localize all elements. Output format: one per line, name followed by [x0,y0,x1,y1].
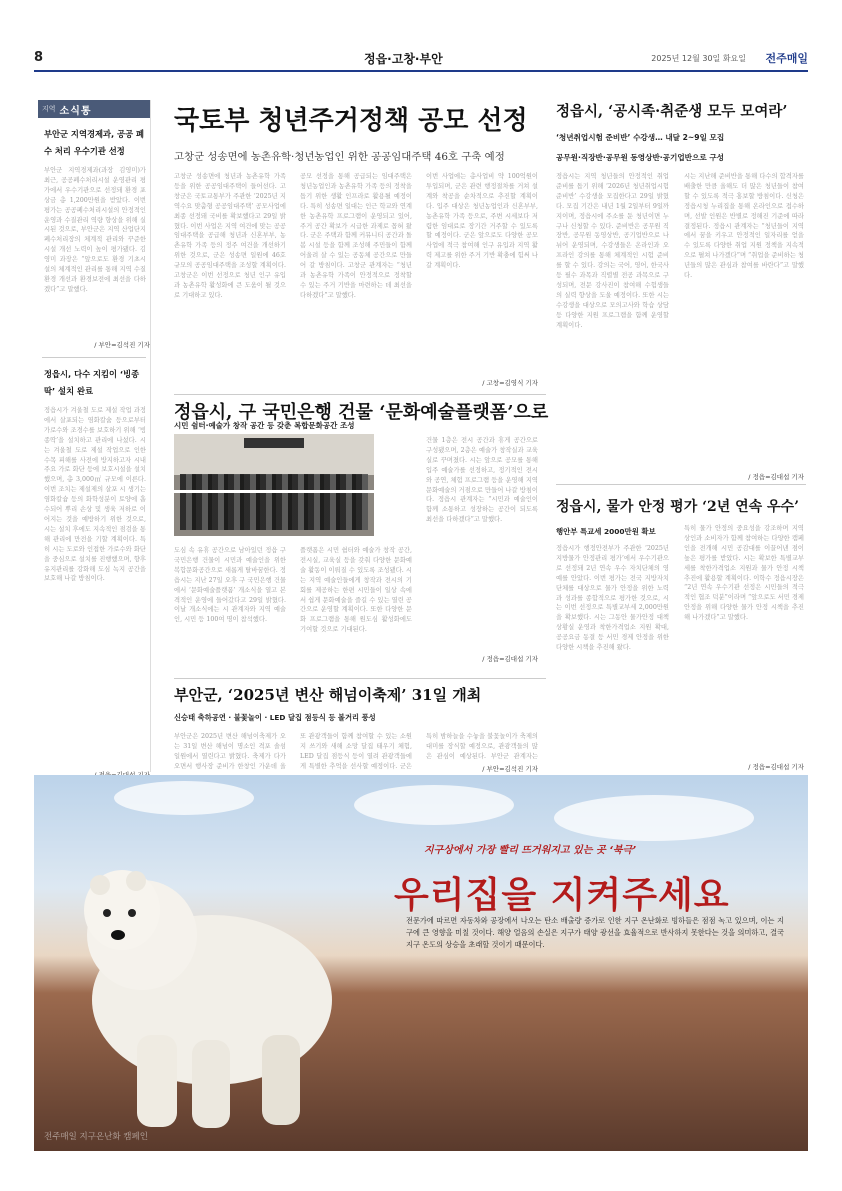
ad-body: 전문가에 따르면 자동차와 공장에서 나오는 탄소 배출량 증가로 인한 지구 온난화로 빙하들은 점점 녹고 있으며, 이는 지구에 큰 영향을 미칠 것이다. 해양 얼음의 손실은 지구가 태양 광선을 효율적으로 반사하지 못한다는 것을 의미하고, 결국 지구 온도의 상승을 초래할 것이기 때문이다. [406,916,784,949]
article-4-headline: 정읍시, 물가 안정 평가 ‘2년 연속 우수’ [556,499,799,515]
article-4-subhead: 행안부 특교세 2000만원 확보 [556,527,656,536]
article-1-headline: 국토부 청년주거정책 공모 선정 [174,106,528,136]
page-header [34,48,808,72]
climate-campaign-ad [34,775,808,1151]
article-3-col-2: 플랫폼은 시민 쉼터와 예술가 창작 공간, 전시실, 교육실 등을 갖춰 다양한 문화예술 활동이 이뤄질 수 있도록 조성됐다. 시는 지역 예술인들에게 창작과 전시의 기회를 제공하는 한편 시민들이 일상 속에서 쉽게 문화예술을 즐길 수 있는 열린 공간으로 운영할 계획이다. 또한 다양한 문화 프로그램을 통해 원도심 활성화에도 기여할 것으로 기대된다. [300,547,412,634]
article-2-col-2: 시는 지난해 준비반을 통해 다수의 합격자를 배출한 만큼 올해도 더 많은 청년들이 참여할 수 있도록 적극 홍보할 방침이다. 신청은 정읍시청 누리집을 통해 온라인으로 접수하며, 선발 인원은 반별로 정해진 기준에 따라 결정된다. 정읍시 관계자는 “청년들이 지역에서 꿈을 키우고 안정적인 일자리를 얻을 수 있도록 다양한 취업 지원 정책을 지속적으로 펼쳐 나가겠다”며 “취업을 준비하는 청년들의 많은 관심과 참여를 바란다”고 말했다. [684,173,804,280]
news-brief-column [38,100,151,772]
article-1-col-2: 공모 선정을 통해 공급되는 임대주택은 청년농업인과 농촌유학 가족 등의 정착을 돕기 위한 생활 인프라로 활용될 예정이다. 특히 성송면 일대는 인근 학교와 연계한 농촌유학 프로그램이 운영되고 있어, 주거 공간 확보가 시급한 과제로 꼽혀 왔다. 군은 주택과 함께 커뮤니티 공간과 돌봄 시설 등을 함께 조성해 주민들이 함께 어울려 살 수 있는 공동체 공간으로 만들어 갈 방침이다. 고창군 관계자는 “청년과 농촌유학 가족이 안정적으로 정착할 수 있는 주거 기반을 마련하는 데 최선을 다하겠다”고 말했다. [300,173,412,299]
article-3-headline: 정읍시, 구 국민은행 건물 ‘문화예술플랫폼’으로 [174,402,549,423]
article-2-subhead-2: 공무원·직장반·공무원 동영상반·공기업반으로 구성 [556,153,724,162]
polar-bear-image [62,815,352,1135]
article-1-subhead: 고창군 성송면에 농촌유학·청년농업인 위한 공공임대주택 46호 구축 예정 [174,151,505,163]
ad-tagline: 지구상에서 가장 빨리 뜨거워지고 있는 곳 ‘북극’ [424,845,637,856]
article-5-credit: / 부안=김석진 기자 [482,765,538,773]
article-1-credit: / 고창=김영식 기자 [482,379,538,387]
news-item-1-credit: / 부안=김석진 기자 [94,341,150,349]
article-2-credit: / 정읍=김대섭 기자 [748,473,804,481]
article-5-col-2: 또 관광객들이 함께 참여할 수 있는 소원지 쓰기와 새해 소망 달집 태우기 체험, LED 달집 점등식 등이 열려 관광객들에게 특별한 추억을 선사할 예정이다. 군은 [300,733,412,770]
ad-caption: 전주매일 지구온난화 캠페인 [44,1132,148,1142]
paper-name: 전주매일 [765,52,808,65]
article-2-col-1: 정읍시는 지역 청년들의 안정적인 취업 준비를 돕기 위해 ‘2026년 청년취업시험 준비반’ 수강생을 모집한다고 29일 밝혔다. 모집 기간은 내년 1월 2일부터 9일까지이며, 정읍시에 주소를 둔 청년이면 누구나 신청할 수 있다. 준비반은 공무원 직장반, 공무원 동영상반, 공기업반으로 나뉘어 운영되며, 수강생들은 온라인과 오프라인 강의를 통해 체계적인 시험 준비를 할 수 있다. 강의는 국어, 영어, 한국사 등 필수 과목과 직렬별 전공 과목으로 구성되며, 전문 강사진이 참여해 수험생들의 실력 향상을 도울 예정이다. 또한 시는 수강생을 대상으로 모의고사와 학습 상담 등 다양한 지원 프로그램을 함께 운영할 계획이다. [556,173,669,329]
news-brief-label: 소식통 [59,105,92,117]
article-4-credit: / 정읍=김대섭 기자 [748,763,804,771]
article-2-headline: 정읍시, ‘공시족·취준생 모두 모여라’ [556,103,788,120]
article-3-credit: / 정읍=김대섭 기자 [482,655,538,663]
ribbon-cutting-photo [174,434,374,536]
ad-title: 우리집을 지켜주세요 [394,875,730,916]
article-3-subhead: 시민 쉼터·예술가 창작 공간 등 갖춘 복합문화공간 조성 [174,421,355,430]
article-1-col-1: 고창군 성송면에 청년과 농촌유학 가족 등을 위한 공공임대주택이 들어선다. 고창군은 국토교통부가 주관한 ‘2025년 지역수요 맞춤형 공공임대주택’ 공모사업에 최종 선정돼 국비를 확보했다고 29일 밝혔다. 이번 사업은 지역 여건에 맞는 공공임대주택을 공급해 청년과 신혼부부, 농촌유학 가족 등의 정주 여건을 개선하기 위한 것으로, 군은 성송면 일원에 46호 규모의 공공임대주택을 조성할 계획이다. 고창군은 이번 선정으로 청년 인구 유입과 농촌유학 활성화에 큰 도움이 될 것으로 기대하고 있다. [174,173,286,299]
article-5-col-1: 부안군은 2025년 변산 해넘이축제가 오는 31일 변산 해넘이 명소인 격포 솔섬 일원에서 열린다고 밝혔다. 축제가 다가오면서 행사장 준비가 한창인 가운데 올 [174,733,286,770]
article-4-col-2: 특히 물가 안정의 중요성을 강조하며 지역 상인과 소비자가 함께 참여하는 다양한 캠페인을 전개해 시민 공감대를 이끌어낸 점이 높은 평가를 받았다. 시는 확보한 특별교부세를 착한가격업소 지원과 물가 안정 시책 추진에 활용할 계획이다. 이학수 정읍시장은 “2년 연속 우수기관 선정은 시민들의 적극적인 협조 덕분”이라며 “앞으로도 서민 경제 안정을 위해 다양한 물가 안정 시책을 추진해 나가겠다”고 말했다. [684,525,804,622]
page-number: 8 [34,50,44,65]
article-2-subhead-1: ‘청년취업시험 준비반’ 수강생… 내달 2~9일 모집 [556,133,725,142]
article-5-col-3: 특히 밤하늘을 수놓을 불꽃놀이가 축제의 대미를 장식할 예정으로, 관광객들의 많은 관심이 예상된다. 부안군 관계자는 [426,733,538,760]
news-brief-tag: 지역 [42,105,56,113]
news-item-1-title: 부안군 지역경제과, 공공 폐수 처리 우수기관 선정 [44,129,144,156]
article-5-headline: 부안군, ‘2025년 변산 해넘이축제’ 31일 개최 [174,686,482,704]
issue-date: 2025년 12월 30일 화요일 [651,54,746,63]
article-3-col-1: 도심 속 유휴 공간으로 남아있던 정읍 구 국민은행 건물이 시민과 예술인을 위한 복합문화공간으로 새롭게 탈바꿈한다. 정읍시는 지난 27일 오후 구 국민은행 건물에서 ‘문화예술플랫폼’ 개소식을 열고 본격적인 운영에 들어갔다고 29일 밝혔다. 이날 개소식에는 시 관계자와 지역 예술인, 시민 등 100여 명이 참석했다. [174,547,286,624]
news-item-2-title: 정읍시, 다수 지킴이 ‘빙종딱’ 설치 완료 [44,369,140,396]
section-name: 정읍·고창·부안 [364,52,443,66]
article-5-subhead: 신승태 축하공연 · 불꽃놀이 · LED 달집 점등식 등 볼거리 풍성 [174,713,376,722]
article-4-col-1: 정읍시가 행정안전부가 주관한 ‘2025년 지방물가 안정관리 평가’에서 우수기관으로 선정돼 2년 연속 우수 자치단체의 영예를 안았다. 이번 평가는 전국 지방자치단체를 대상으로 물가 안정을 위한 노력과 성과를 종합적으로 평가한 것으로, 시는 이번 선정으로 특별교부세 2,000만원을 확보했다. 시는 그동안 물가안정 대책 상황실 운영과 착한가격업소 지원 확대, 공공요금 동결 등 서민 경제 안정을 위한 다양한 시책을 추진해 왔다. [556,545,669,652]
photo-people [180,474,368,530]
article-3-col-3: 건물 1층은 전시 공간과 휴게 공간으로 구성됐으며, 2층은 예술가 창작실과 교육실로 꾸며졌다. 시는 앞으로 공모를 통해 입주 예술가를 선정하고, 정기적인 전시와 공연, 체험 프로그램 등을 운영해 지역 문화예술의 거점으로 만들어 나갈 방침이다. 정읍시 관계자는 “시민과 예술인이 함께 소통하고 성장하는 공간이 되도록 최선을 다하겠다”고 말했다. [426,437,538,524]
news-item-2-body: 정읍시가 겨울철 도로 제설 작업 과정에서 살포되는 염화칼슘 등으로부터 가로수와 조경수를 보호하기 위해 ‘빙종딱’을 설치하고 관리에 나섰다. 시는 겨울철 도로 제설 작업으로 인한 수목 피해를 사전에 방지하고자 시내 주요 가로 화단 등에 보호시설을 설치했으며, 총 3,000㎡ 규모에 이른다. 이번 조치는 제설제의 살포 시 생기는 염화칼슘 등의 화학성분이 토양에 흡수되어 뿌리 손상 및 생육 저하로 이어지는 것을 예방하기 위한 것으로, 시는 설치 후에도 지속적인 점검을 통해 관리에 만전을 기할 계획이다. 특히 시는 도로와 인접한 가로수와 화단을 중심으로 설치를 진행했으며, 향후 유지관리를 강화해 도심 녹지 공간을 보호해 나갈 방침이다. [44,407,146,583]
photo-banner [244,438,304,448]
news-brief-header [38,100,150,118]
photo-ribbon [174,490,374,493]
article-1-col-3: 이번 사업에는 총사업비 약 100억원이 투입되며, 군은 관련 행정절차를 거쳐 설계와 착공을 순차적으로 추진할 계획이다. 입주 대상은 청년농업인과 신혼부부, 농촌유학 가족 등으로, 주변 시세보다 저렴한 임대료로 장기간 거주할 수 있도록 할 예정이다. 군은 앞으로도 다양한 공모사업에 적극 참여해 인구 유입과 지역 활력 제고를 위한 주거 기반 확충에 힘써 나갈 계획이다. [426,173,538,270]
news-item-1-body: 부안군 지역경제과(과장 김영미)가 최근, 공공폐수처리시설 운영관리 평가에서 우수기관으로 선정돼 환경 포상금 총 1,200만원을 받았다. 이번 평가는 공공폐수처리시설의 안정적인 운영과 수질관리 역량 향상을 위해 실시된 것으로, 부안군은 지역 산업단지 폐수처리장의 체계적 관리와 꾸준한 시설 개선 노력이 높이 평가됐다. 김영미 과장은 “앞으로도 환경 기초시설의 체계적인 관리를 통해 지역 수질환경 개선과 환경보전에 최선을 다하겠다”고 말했다. [44,167,146,293]
